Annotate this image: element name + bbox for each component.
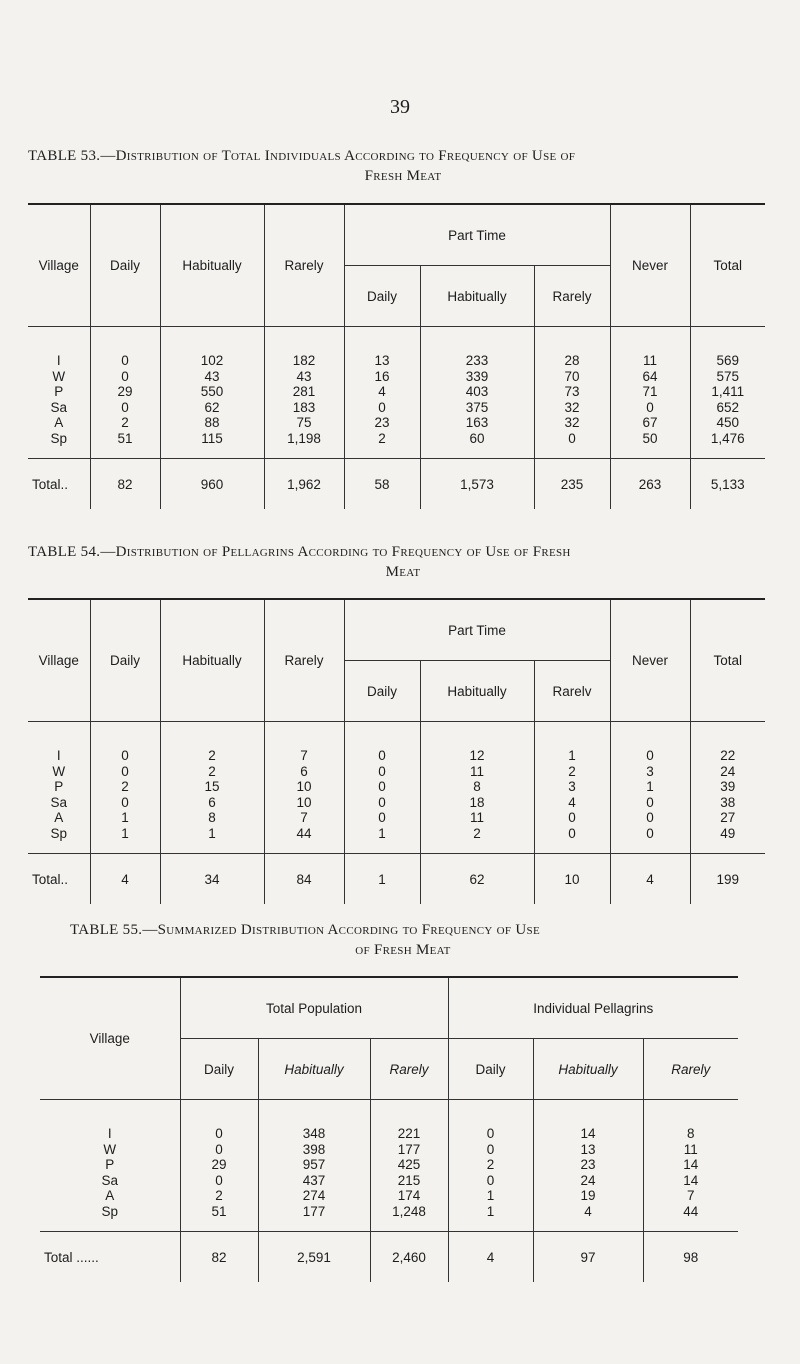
- table-cell: 2: [208, 748, 216, 763]
- table-cell: 14: [580, 1126, 596, 1141]
- table53-body: [28, 327, 765, 459]
- header-tp-habitually: Habitually: [258, 1039, 370, 1100]
- table-cell: 0: [568, 825, 576, 841]
- table-cell: 102: [200, 353, 224, 368]
- data-column-8: [690, 327, 765, 459]
- table-cell: 24: [720, 763, 736, 779]
- total-cell: 199: [716, 871, 740, 887]
- data-column-4: [448, 1100, 533, 1232]
- table-cell: 51: [211, 1203, 227, 1219]
- table-cell: 0: [121, 794, 129, 810]
- header-never: Never: [610, 204, 690, 327]
- table-cell: 60: [469, 430, 485, 446]
- total-cell: 1,573: [420, 459, 534, 510]
- table-cell: 0: [378, 794, 386, 810]
- header-rarely: Rarely: [264, 599, 344, 722]
- table-cell: 50: [642, 430, 658, 446]
- table-cell: 0: [215, 1172, 223, 1188]
- table-cell: W: [103, 1141, 117, 1157]
- table-cell: 28: [564, 353, 580, 368]
- data-column-3: [264, 722, 344, 854]
- table-cell: 6: [300, 763, 308, 779]
- table-cell: 403: [465, 384, 489, 399]
- header-total: Total: [713, 653, 743, 668]
- table-cell: 177: [302, 1203, 326, 1219]
- table-cell: 0: [646, 794, 654, 810]
- table-cell: 0: [646, 748, 654, 763]
- table-cell: 7: [686, 1188, 695, 1203]
- table53-caption: [28, 146, 778, 186]
- table-cell: 11: [469, 763, 484, 779]
- table-cell: 2: [568, 763, 576, 779]
- total-label: Total..: [28, 459, 90, 510]
- table-cell: 7: [300, 748, 308, 763]
- table-cell: 49: [720, 825, 736, 841]
- data-column-1: [90, 327, 160, 459]
- table-cell: 274: [302, 1188, 326, 1203]
- data-column-0: [28, 722, 90, 854]
- total-cell: 4: [448, 1232, 533, 1283]
- table-cell: 51: [117, 430, 133, 446]
- table-cell: 15: [204, 779, 220, 794]
- table-cell: 44: [296, 825, 312, 841]
- total-label: Total..: [28, 854, 90, 905]
- data-column-6: [534, 327, 610, 459]
- total-cell: 4: [90, 854, 160, 905]
- table-cell: 2: [121, 779, 129, 794]
- table-cell: 43: [204, 368, 220, 384]
- total-cell: 10: [534, 854, 610, 905]
- table-cell: 13: [580, 1141, 596, 1157]
- header-village: Village: [40, 977, 180, 1100]
- table-cell: 1: [121, 825, 129, 841]
- data-column-7: [610, 327, 690, 459]
- header-ip-habitually: Habitually: [533, 1039, 643, 1100]
- table-cell: 0: [378, 779, 386, 794]
- total-cell: 2,460: [370, 1232, 448, 1283]
- table-cell: 8: [686, 1126, 695, 1141]
- table-cell: 10: [296, 779, 312, 794]
- table-cell: 16: [374, 368, 390, 384]
- table-cell: 115: [201, 430, 223, 446]
- data-row-block: [28, 327, 765, 459]
- table-cell: I: [56, 353, 61, 368]
- table-cell: 75: [296, 415, 312, 430]
- total-cell: 5,133: [710, 476, 745, 492]
- table-cell: 215: [397, 1172, 421, 1188]
- table-cell: 8: [473, 779, 481, 794]
- table-cell: P: [54, 384, 64, 399]
- table-cell: 183: [292, 399, 316, 415]
- data-row-block: [28, 722, 765, 854]
- table-cell: 32: [564, 415, 580, 430]
- table-cell: 2: [486, 1157, 495, 1172]
- table-cell: Sp: [50, 430, 67, 446]
- table-cell: 0: [486, 1172, 495, 1188]
- total-cell: 62: [420, 854, 534, 905]
- header-individual-pellagrins: Individual Pellagrins: [448, 977, 738, 1039]
- data-column-5: [533, 1100, 643, 1232]
- table-cell: 1: [208, 825, 216, 841]
- table-cell: 14: [683, 1172, 699, 1188]
- table-cell: A: [54, 415, 64, 430]
- table-cell: 437: [302, 1172, 326, 1188]
- data-column-7: [610, 722, 690, 854]
- table-cell: 1: [568, 748, 576, 763]
- table-cell: 6: [208, 794, 216, 810]
- table54-caption-line2: Meat: [385, 564, 421, 580]
- table55: [40, 976, 738, 1282]
- table-cell: 0: [378, 810, 386, 825]
- table-cell: 22: [720, 748, 736, 763]
- data-row-block: [40, 1100, 738, 1232]
- table-cell: 43: [296, 368, 312, 384]
- header-total-population: Total Population: [180, 977, 448, 1039]
- table-cell: 0: [486, 1126, 495, 1141]
- table-cell: 182: [292, 353, 316, 368]
- total-cell: 82: [90, 459, 160, 510]
- table-cell: 4: [584, 1203, 592, 1219]
- header-pt-daily: Daily: [344, 266, 420, 327]
- data-column-3: [264, 327, 344, 459]
- header-habitually: Habitually: [160, 204, 264, 327]
- table-cell: W: [52, 763, 66, 779]
- data-column-4: [344, 327, 420, 459]
- table-cell: A: [105, 1188, 115, 1203]
- header-pt-habitually: Habitually: [420, 661, 534, 722]
- table-cell: 0: [646, 825, 654, 841]
- table-cell: 1: [646, 779, 654, 794]
- table-cell: 0: [121, 399, 129, 415]
- table-cell: Sa: [50, 399, 67, 415]
- table54: [28, 598, 765, 904]
- table-cell: 27: [720, 810, 736, 825]
- table-cell: 29: [211, 1157, 227, 1172]
- table53-caption-line1: TABLE 53.—Distribution of Total Individuals According to Frequency of Use of: [28, 148, 576, 164]
- table-cell: 425: [397, 1157, 421, 1172]
- table-cell: 375: [465, 399, 489, 415]
- data-column-0: [28, 327, 90, 459]
- table-cell: 10: [296, 794, 312, 810]
- table-cell: 38: [720, 794, 736, 810]
- table-cell: 67: [642, 415, 658, 430]
- table-cell: 569: [716, 353, 740, 368]
- total-row: [28, 459, 765, 510]
- table-cell: P: [54, 779, 64, 794]
- table-cell: 18: [469, 794, 485, 810]
- table-cell: 0: [378, 399, 386, 415]
- table54-total: [28, 854, 765, 905]
- table-cell: 0: [378, 748, 386, 763]
- data-column-2: [160, 327, 264, 459]
- table54-body: [28, 722, 765, 854]
- table-cell: 339: [465, 368, 489, 384]
- total-cell: 2,591: [258, 1232, 370, 1283]
- header-ip-rarely: Rarely: [671, 1061, 711, 1077]
- table-cell: 19: [580, 1188, 596, 1203]
- table54-caption: [28, 542, 778, 582]
- total-cell: 235: [534, 459, 610, 510]
- table-cell: P: [105, 1157, 115, 1172]
- table-cell: 88: [204, 415, 220, 430]
- total-cell: 1,962: [264, 459, 344, 510]
- table-cell: 32: [564, 399, 580, 415]
- table-cell: 44: [683, 1203, 699, 1219]
- header-ip-daily: Daily: [448, 1039, 533, 1100]
- table-cell: 13: [374, 353, 390, 368]
- table-cell: 70: [564, 368, 580, 384]
- total-cell: 263: [610, 459, 690, 510]
- table-cell: 652: [716, 399, 740, 415]
- table-cell: 0: [646, 810, 654, 825]
- table-cell: 11: [642, 353, 657, 368]
- table55-caption-line1: TABLE 55.—Summarized Distribution According to Frequency of Use: [70, 922, 540, 938]
- table-cell: 62: [204, 399, 220, 415]
- table-cell: 177: [397, 1141, 421, 1157]
- table-cell: I: [56, 748, 61, 763]
- table-cell: Sp: [101, 1203, 118, 1219]
- table-cell: 0: [215, 1141, 223, 1157]
- table-cell: 2: [473, 825, 481, 841]
- header-habitually: Habitually: [160, 599, 264, 722]
- table53-caption-line2: Fresh Meat: [364, 168, 442, 184]
- header-village: Village: [28, 599, 90, 722]
- table-cell: 0: [121, 748, 129, 763]
- table-cell: 11: [683, 1141, 698, 1157]
- table-cell: 163: [465, 415, 489, 430]
- table-cell: 550: [200, 384, 224, 399]
- table-cell: 0: [121, 368, 129, 384]
- table-cell: 1: [121, 810, 129, 825]
- table-cell: A: [54, 810, 64, 825]
- table-cell: 24: [580, 1172, 596, 1188]
- table-cell: Sa: [101, 1172, 118, 1188]
- table-cell: 2: [215, 1188, 223, 1203]
- data-column-5: [420, 327, 534, 459]
- table-cell: 0: [378, 763, 386, 779]
- data-column-6: [643, 1100, 738, 1232]
- header-rarely: Rarely: [264, 204, 344, 327]
- table53: [28, 203, 765, 509]
- header-village: Village: [28, 204, 90, 327]
- table-cell: 575: [716, 368, 740, 384]
- data-column-2: [258, 1100, 370, 1232]
- header-never: Never: [610, 599, 690, 722]
- table-cell: 2: [378, 430, 386, 446]
- table-cell: 0: [646, 399, 654, 415]
- table-cell: W: [52, 368, 66, 384]
- table-cell: 7: [300, 810, 308, 825]
- table-cell: 2: [121, 415, 129, 430]
- table-cell: Sa: [50, 794, 67, 810]
- data-column-4: [344, 722, 420, 854]
- table-cell: 398: [302, 1141, 326, 1157]
- total-cell: 34: [160, 854, 264, 905]
- table-cell: 39: [720, 779, 736, 794]
- table-cell: 1,198: [287, 430, 321, 446]
- header-daily: Daily: [90, 599, 160, 722]
- total-cell: 58: [344, 459, 420, 510]
- table-cell: 4: [378, 384, 386, 399]
- total-cell: 97: [533, 1232, 643, 1283]
- total-cell: 1: [344, 854, 420, 905]
- table-cell: 1,476: [710, 430, 745, 446]
- table-cell: 0: [215, 1126, 223, 1141]
- table-cell: 12: [469, 748, 485, 763]
- header-part-time: Part Time: [344, 204, 610, 266]
- table-cell: 0: [568, 810, 576, 825]
- total-row: [40, 1232, 738, 1283]
- table-cell: 1: [486, 1188, 495, 1203]
- table-cell: 64: [642, 368, 658, 384]
- table-cell: 1: [378, 825, 386, 841]
- table53-total: [28, 459, 765, 510]
- table-cell: 11: [469, 810, 484, 825]
- table55-caption-line2: of Fresh Meat: [355, 942, 451, 958]
- table-cell: 3: [646, 763, 654, 779]
- header-pt-rarely: Rarelv: [534, 661, 610, 722]
- table-cell: 3: [568, 779, 576, 794]
- table-cell: I: [107, 1126, 112, 1141]
- table-cell: Sp: [50, 825, 67, 841]
- table-cell: 2: [208, 763, 216, 779]
- table-cell: 23: [580, 1157, 596, 1172]
- table-cell: 174: [397, 1188, 421, 1203]
- data-column-0: [40, 1100, 180, 1232]
- data-column-1: [180, 1100, 258, 1232]
- header-pt-rarely: Rarely: [534, 266, 610, 327]
- table-cell: 221: [397, 1126, 421, 1141]
- data-column-6: [534, 722, 610, 854]
- total-cell: 960: [160, 459, 264, 510]
- header-pt-habitually: Habitually: [420, 266, 534, 327]
- table-cell: 14: [683, 1157, 699, 1172]
- table-cell: 0: [486, 1141, 495, 1157]
- total-cell: 4: [610, 854, 690, 905]
- table-cell: 233: [465, 353, 489, 368]
- table-cell: 0: [121, 353, 129, 368]
- data-column-1: [90, 722, 160, 854]
- table-cell: 73: [564, 384, 580, 399]
- header-total: Total: [713, 258, 743, 273]
- table-cell: 71: [642, 384, 658, 399]
- table54-caption-line1: TABLE 54.—Distribution of Pellagrins According to Frequency of Use of Fresh: [28, 544, 571, 560]
- data-column-5: [420, 722, 534, 854]
- data-column-8: [690, 722, 765, 854]
- total-row: [28, 854, 765, 905]
- table-cell: 1,411: [711, 384, 745, 399]
- total-label: Total ......: [40, 1232, 180, 1283]
- data-column-3: [370, 1100, 448, 1232]
- table-cell: 450: [716, 415, 740, 430]
- header-daily: Daily: [90, 204, 160, 327]
- header-tp-rarely: Rarely: [370, 1039, 448, 1100]
- table-cell: 29: [117, 384, 133, 399]
- table-cell: 1: [486, 1203, 495, 1219]
- header-tp-daily: Daily: [180, 1039, 258, 1100]
- total-cell: 98: [683, 1249, 699, 1265]
- total-cell: 84: [264, 854, 344, 905]
- header-pt-daily: Daily: [344, 661, 420, 722]
- table55-total: [40, 1232, 738, 1283]
- table55-caption: [28, 920, 778, 960]
- table-cell: 4: [568, 794, 576, 810]
- table-cell: 281: [292, 384, 316, 399]
- table-cell: 957: [302, 1157, 326, 1172]
- page-number: 39: [390, 96, 410, 118]
- table-cell: 0: [568, 430, 576, 446]
- header-part-time: Part Time: [344, 599, 610, 661]
- table-cell: 23: [374, 415, 390, 430]
- table-cell: 0: [121, 763, 129, 779]
- table-cell: 1,248: [392, 1203, 426, 1219]
- table55-body: [40, 1100, 738, 1232]
- data-column-2: [160, 722, 264, 854]
- table-cell: 348: [302, 1126, 326, 1141]
- table-cell: 8: [208, 810, 216, 825]
- total-cell: 82: [180, 1232, 258, 1283]
